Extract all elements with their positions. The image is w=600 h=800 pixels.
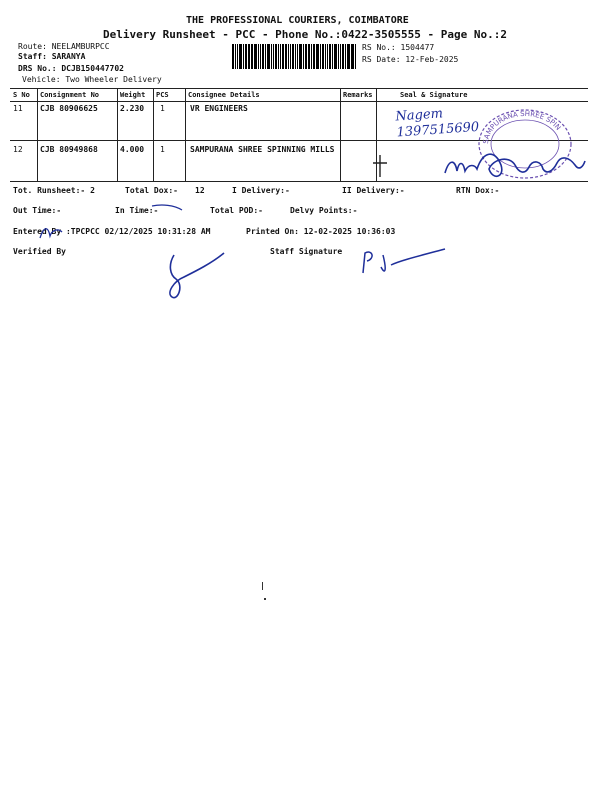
barcode-bar [332,44,333,69]
rs-number: RS No.: 1504477 [362,43,435,52]
pen-mark [150,202,190,214]
table-cell-pcs: 1 [160,104,165,113]
barcode-bar [235,44,236,69]
vehicle-label: Vehicle: Two Wheeler Delivery [22,75,162,84]
barcode-bar [275,44,277,69]
barcode-bar [348,44,350,69]
barcode [232,44,357,69]
barcode-bar [260,44,261,69]
col-header-consignee: Consignee Details [188,91,260,99]
verified-by: Verified By [13,247,66,256]
col-divider [340,88,341,181]
total-pod: Total POD:- [210,206,263,215]
barcode-bar [285,44,287,69]
barcode-bar [314,44,315,69]
barcode-bar [290,44,291,69]
col-header-remarks: Remarks [343,91,373,99]
barcode-bar [254,44,257,69]
drs-number: DRS No.: DCJB150447702 [18,64,124,73]
barcode-bar [305,44,307,69]
rtn-dox: RTN Dox:- [456,186,500,195]
barcode-bar [258,44,259,69]
barcode-bar [243,44,244,69]
tot-runsheet: Tot. Runsheet:- 2 [13,186,95,195]
total-dox-label: Total Dox:- [125,186,178,195]
table-cell-sno: 11 [13,104,23,113]
stray-mark [262,582,263,590]
barcode-bar [322,44,324,69]
ii-delivery: II Delivery:- [342,186,405,195]
col-header-consignment: Consignment No [40,91,100,99]
out-time: Out Time:- [13,206,62,215]
staff-label: Staff: SARANYA [18,52,86,61]
barcode-bar [297,44,298,69]
table-cell-consignee: VR ENGINEERS [190,104,248,113]
verifier-signature [160,245,240,310]
barcode-bar [249,44,250,69]
barcode-bar [338,44,339,69]
barcode-bar [334,44,337,69]
table-cell-weight: 4.000 [120,145,145,154]
barcode-bar [232,44,234,69]
barcode-bar [273,44,274,69]
table-cell-pcs: 1 [160,145,165,154]
barcode-bar [288,44,289,69]
barcode-bar [316,44,319,69]
rs-date: RS Date: 12-Feb-2025 [362,55,459,64]
barcode-bar [329,44,331,69]
entered-by: Entered By :TPCPCC 02/12/2025 10:31:28 AM [13,227,211,236]
barcode-bar [237,44,238,69]
table-top-border [10,88,588,89]
col-divider [185,88,186,181]
col-divider [153,88,154,181]
total-dox-value: 12 [195,186,205,195]
barcode-bar [292,44,294,69]
table-cell-sno: 12 [13,145,23,154]
barcode-bar [355,44,356,69]
col-header-signature: Seal & Signature [400,91,468,99]
barcode-bar [265,44,266,69]
col-divider [37,88,38,181]
delvy-points: Delvy Points:- [290,206,358,215]
barcode-bar [308,44,310,69]
i-delivery: I Delivery:- [232,186,290,195]
col-header-weight: Weight [120,91,146,99]
barcode-bar [325,44,326,69]
col-divider [117,88,118,181]
stray-mark [264,598,266,600]
barcode-bar [303,44,304,69]
staff-signature-label: Staff Signature [270,247,343,256]
barcode-bar [340,44,341,69]
barcode-bar [299,44,302,69]
barcode-bar [239,44,242,69]
svg-text:SAMPURANA SHREE SPIN: SAMPURANA SHREE SPIN [481,109,563,145]
barcode-bar [295,44,296,69]
table-cell-consignee: SAMPURANA SHREE SPINNING MILLS [190,145,335,154]
runsheet-title: Delivery Runsheet - PCC - Phone No.:0422-3505555 - Page No.:2 [103,28,507,41]
company-title: THE PROFESSIONAL COURIERS, COIMBATORE [186,15,409,26]
barcode-bar [311,44,312,69]
barcode-bar [280,44,281,69]
barcode-bar [271,44,272,69]
barcode-bar [267,44,270,69]
table-cell-weight: 2.230 [120,104,145,113]
in-time: In Time:- [115,206,159,215]
initials-scribble [36,222,66,242]
barcode-bar [351,44,354,69]
barcode-bar [347,44,348,69]
barcode-bar [320,44,321,69]
col-header-pcs: PCS [156,91,169,99]
col-header-sno: S No [13,91,30,99]
table-cell-consignment: CJB 80949868 [40,145,98,154]
handwritten-signature-text: Nagem 1397515690 [395,106,480,141]
barcode-bar [342,44,344,69]
table-cell-consignment: CJB 80906625 [40,104,98,113]
barcode-bar [248,44,249,69]
signature-scribble [365,145,595,190]
barcode-bar [313,44,314,69]
printed-on: Printed On: 12-02-2025 10:36:03 [246,227,396,236]
barcode-bar [282,44,285,69]
barcode-bar [327,44,328,69]
barcode-bar [245,44,247,69]
route-label: Route: NEELAMBURPCC [18,42,110,51]
barcode-bar [345,44,346,69]
staff-signature-scribble [355,245,465,280]
barcode-bar [251,44,253,69]
barcode-bar [278,44,279,69]
barcode-bar [262,44,264,69]
